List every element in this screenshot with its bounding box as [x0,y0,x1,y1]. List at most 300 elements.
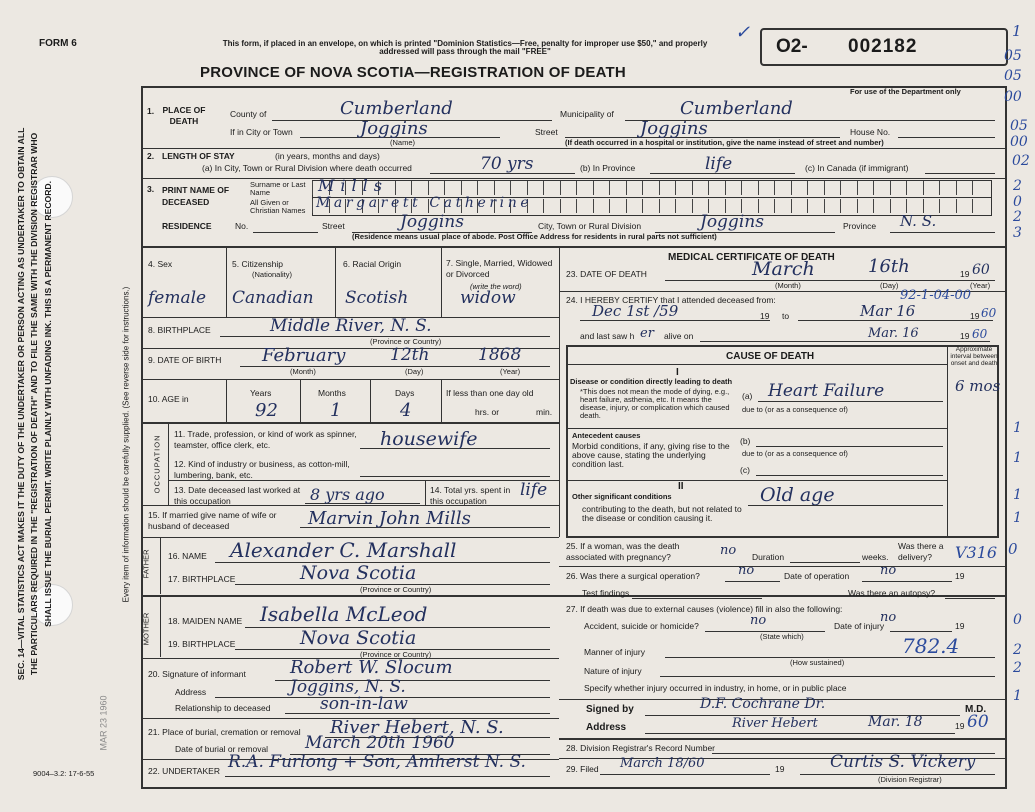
injury-date-label: Date of injury [834,621,885,631]
name-grid-cell [477,181,494,195]
findings-line [632,598,762,599]
informant-rel-value: son-in-law [320,694,408,714]
injury-date-value: no [880,610,897,625]
name-grid-cell [626,199,643,213]
last-saw-year-prefix: 19 [960,331,970,341]
weeks-label: weeks. [862,552,889,562]
print-code: 9004–3.2: 17-6-55 [33,769,95,778]
stay-b-label: (b) In Province [580,163,636,173]
municipality-label: Municipality of [560,109,614,119]
name-grid-cell [692,181,709,195]
address-label: Address [586,722,627,733]
residence-city-label: City, Town or Rural Division [538,221,642,231]
from-value: Dec 1st /59 [592,302,679,320]
mother-bp-sub: (Province or Country) [360,650,432,659]
signed-label: Signed by [586,704,634,715]
name-grid-cell [444,181,461,195]
name-grid-cell [708,199,725,213]
record-label: 28. Division Registrar's Record Number [566,743,716,753]
right-digit-5: 0 [1013,612,1022,628]
name-grid-cell [411,181,428,195]
residence-label: RESIDENCE [162,221,212,231]
residence-city-value: Joggins [700,212,764,232]
name-grid-cell [576,181,593,195]
last-saw-line [700,341,990,342]
citizenship-label: 5. Citizenship [232,259,284,269]
name-grid-cell [774,199,791,213]
col-4-5 [226,247,227,317]
residence-province-line [890,232,995,233]
father-name-label: 16. NAME [168,551,207,561]
row-12-divider [168,480,559,481]
age-years-value: 92 [255,400,278,421]
birthplace-sub: (Province or Country) [370,337,442,346]
side-stamp: MAR 23 1960 [98,695,109,751]
to-line [798,320,993,321]
filed-label: 29. Filed [566,764,599,774]
antecedent-note: Morbid conditions, if any, giving rise to the above cause, stating the underlying condition last. [572,441,730,469]
surname-label: Surname or Last Name [250,180,306,197]
margin-code-10: 2 [1013,209,1022,225]
county-value: Cumberland [340,98,453,119]
name-grid-cell [956,199,973,213]
name-grid-cell [807,199,824,213]
name-grid-cell [642,199,659,213]
father-side: FATHER [141,549,151,579]
mother-bp-value: Nova Scotia [300,627,417,649]
last-worked-label: 13. Date deceased last worked at this occupation [174,485,301,506]
age-days-value: 4 [400,400,412,421]
roman-2: II [678,481,684,492]
delivery-label: Was there a delivery? [898,541,944,562]
address-line [645,733,955,734]
mother-bp-label: 19. BIRTHPLACE [168,639,236,649]
informant-addr-value: Joggins, N. S. [290,677,406,697]
name-grid-cell [659,199,676,213]
hospital-note: (If death occurred in a hospital or institution, give the name instead of street and number) [565,138,884,147]
name-label: PRINT NAME OF DECEASED [162,185,230,207]
stay-num: 2. [147,151,155,161]
registrar-value: Curtis S. Vickery [830,752,976,772]
dob-day: 12th [390,345,430,365]
to-label: to [782,311,790,321]
other-label: Other significant conditions [572,492,672,501]
row-14-divider [143,505,559,506]
stay-c-label: (c) In Canada (if immigrant) [805,163,909,173]
industry-label: 12. Kind of industry or business, as cotton-mill, lumbering, bank, etc. [174,459,350,480]
section1-divider [143,148,1005,149]
name-grid-cell [774,181,791,195]
name-grid-cell [939,199,956,213]
margin-code-3: 05 [1004,68,1022,84]
name-grid-cell [906,199,923,213]
q26-value: no [738,563,755,578]
residence-street-value: Joggins [400,212,464,232]
sex-label: 4. Sex [148,259,173,269]
name-grid-cell [593,199,610,213]
a-line [758,401,943,402]
name-grid-cell [972,199,989,213]
side-notice-2: Every item of information should be carefully supplied. (See reverse side for instructions.) [121,286,131,603]
row-10-divider [143,422,559,424]
margin-code-1: 1 [1012,22,1022,40]
name-grid-cell [642,181,659,195]
accident-value: no [750,613,767,628]
dob-year: 1868 [478,345,522,365]
residence-province-value: N. S. [900,212,937,230]
name-grid-cell [543,181,560,195]
name-grid-cell [972,181,989,195]
occupation-side-line [168,423,169,505]
residence-note: (Residence means usual place of abode. Post Office Address for residents in rural parts not sufficient) [352,232,717,241]
burial-date-value: March 20th 1960 [305,733,455,753]
interval-col [947,346,948,536]
name-grid-cell [725,181,742,195]
informant-sig-label: 20. Signature of informant [148,669,246,679]
total-value: life [520,480,548,500]
age-col-1 [226,380,227,422]
last-saw-label: and last saw h [580,331,635,341]
col-6-7 [441,247,442,317]
specify-label: Specify whether injury occurred in industry, in home, or in public place [584,683,847,693]
cause-ii-divider [567,480,947,481]
stay-a-value: 70 yrs [480,154,534,174]
father-bp-label: 17. BIRTHPLACE [168,574,236,584]
name-grid-cell [857,199,874,213]
name-grid-cell [560,199,577,213]
dod-month: March [752,258,815,280]
age-hrs-label: hrs. or [475,407,500,417]
name-grid-cell [675,199,692,213]
other-value: Old age [760,484,835,506]
dod-line [665,280,995,281]
street-label: Street [535,127,558,137]
citizenship-sub: (Nationality) [252,270,293,279]
stay-sub: (in years, months and days) [275,151,380,161]
father-bp-sub: (Province or Country) [360,585,432,594]
margin-code-5: 05 [1010,118,1028,134]
city-value: Joggins [360,118,428,139]
name-grid-cell [873,181,890,195]
burial-date-label: Date of burial or removal [175,744,269,754]
name-grid-cell [890,199,907,213]
name-grid-cell [857,181,874,195]
margin-code-2: 05 [1004,48,1022,64]
city-sub: (Name) [390,138,416,147]
margin-code-7: 02 [1012,153,1030,169]
dod-month-sub: (Month) [775,281,801,290]
alive-label: alive on [664,331,694,341]
racial-value: Scotish [345,288,409,308]
signed-date-value: Mar. 18 [868,714,923,730]
name-grid-cell [659,181,676,195]
col-13-14 [425,480,426,505]
county-label: County of [230,109,267,119]
certify-label: 24. I HEREBY CERTIFY that I attended deceased from: [566,295,776,305]
house-line [898,137,995,138]
stay-c-line [925,173,995,174]
mother-name-label: 18. MAIDEN NAME [168,616,243,626]
name-grid-cell [543,199,560,213]
q25-answer: no [720,543,737,558]
margin-code-8: 2 [1013,178,1022,194]
right-digit-7: 2 [1013,660,1022,676]
margin-code-4: 00 [1004,89,1022,105]
disease-label: Disease or condition directly leading to death [570,377,733,386]
informant-rel-label: Relationship to deceased [175,703,271,713]
name-grid-cell [890,181,907,195]
name-grid-cell [906,181,923,195]
dob-label: 9. DATE OF BIRTH [148,355,222,365]
name-grid-cell [494,181,511,195]
state-sub: (State which) [760,632,804,641]
accident-label: Accident, suicide or homicide? [584,621,699,631]
marital-sub: (write the word) [470,282,522,291]
signed-year-prefix: 19 [955,721,965,731]
department-use-label: For use of the Department only [850,87,961,96]
age-col-4 [441,380,442,422]
birthplace-value: Middle River, N. S. [270,316,432,336]
total-label: 14. Total yrs. spent in this occupation [430,485,511,506]
right-digit-8: 1 [1013,688,1022,704]
name-grid-cell [791,181,808,195]
to-value: Mar 16 [860,302,916,320]
section2-divider [143,178,1005,179]
mother-side-line [160,597,161,657]
name-grid-cell [461,181,478,195]
b-label: (b) [740,436,751,446]
name-grid-cell [560,181,577,195]
age-months-value: 1 [330,400,342,421]
mother-name-value: Isabella McLeod [260,602,428,626]
md-label: M.D. [965,704,987,715]
row-25-divider [559,566,1005,567]
autopsy-line [945,598,995,599]
name-grid-cell [741,199,758,213]
due-label-b: due to (or as a consequence of) [742,449,848,458]
residence-no-line [253,232,318,233]
duration-line [790,562,860,563]
informant-addr-label: Address [175,687,207,697]
due-label-a: due to (or as a consequence of) [742,405,848,414]
name-grid-cell [708,181,725,195]
marital-value: widow [460,288,516,308]
racial-label: 6. Racial Origin [343,259,402,269]
burial-place-label: 21. Place of burial, cremation or removal [148,727,301,737]
op-date-value: no [880,563,897,578]
margin-code-9: 0 [1013,194,1022,210]
age-lt-label: If less than one day old [446,388,534,398]
city-label: If in City or Town [230,127,293,137]
injury-year-prefix: 19 [955,621,965,631]
dod-label: 23. DATE OF DEATH [566,269,647,279]
right-digit-6: 2 [1013,642,1022,658]
age-days-label: Days [395,388,415,398]
right-digit-2: 1 [1013,450,1022,466]
dod-year-prefix: 19 [960,269,970,279]
cause-i-divider [567,428,947,429]
autopsy-label: Was there an autopsy? [848,588,936,598]
surname-value: Mills [318,176,388,195]
age-label: 10. AGE in [148,394,189,404]
father-name-value: Alexander C. Marshall [230,538,457,562]
c-line [756,475,943,476]
age-col-2 [300,380,301,422]
cause-header-line [567,364,947,365]
op-year-prefix: 19 [955,571,965,581]
manner-code: 782.4 [902,634,960,658]
name-grid-cell [576,199,593,213]
form-title: PROVINCE OF NOVA SCOTIA—REGISTRATION OF DEATH [200,64,626,81]
name-grid-cell [626,181,643,195]
name-grid-cell [824,199,841,213]
from-year-prefix: 19 [760,311,770,321]
antecedent-label: Antecedent causes [572,431,641,440]
sex-value: female [148,288,207,308]
margin-code-11: 3 [1013,225,1022,241]
margin-code-6: 00 [1010,134,1028,150]
stay-b-value: life [705,154,733,174]
dob-month: February [262,345,346,366]
filed-line [600,774,770,775]
registration-prefix: O2- [776,36,808,57]
trade-value: housewife [380,428,478,450]
injury-date-line [890,631,952,632]
burial-place-value: River Hebert, N. S. [330,717,504,738]
name-grid-cell [807,181,824,195]
name-grid-cell [758,181,775,195]
municipality-value: Cumberland [680,98,793,119]
medical-header: MEDICAL CERTIFICATE OF DEATH [668,252,835,263]
op-date-line [862,581,952,582]
q26-line [725,581,780,582]
name-grid-cell [873,199,890,213]
place-num: 1. [147,106,155,116]
registration-number: 002182 [848,36,918,57]
undertaker-value: R.A. Furlong + Son, Amherst N. S. [228,752,526,772]
name-num: 3. [147,184,155,194]
registrar-sub: (Division Registrar) [878,775,942,784]
residence-province-label: Province [843,221,877,231]
name-grid-cell [741,181,758,195]
age-years-label: Years [250,388,272,398]
name-grid-cell [824,181,841,195]
name-grid-cell [428,181,445,195]
q25-label: 25. If a woman, was the death associated with pregnancy? [566,541,680,562]
interval-header: Approximate interval between onset and death [950,346,998,367]
marital-label: 7. Single, Married, Widowed or Divorced [446,258,553,279]
residence-divider [143,246,1005,248]
age-min-label: min. [536,407,553,417]
undertaker-label: 22. UNDERTAKER [148,766,220,776]
side-notice: SEC. 14—VITAL STATISTICS ACT MAKES IT THE DUTY OF THE UNDERTAKER OR PERSON ACTING AS UNDERTAKER TO OBTAIN ALL THE PARTICULARS REQUIRED IN THE "REGISTRATION OF DEATH" AND TO FILE THE SAME WITH THE DIVISION REGISTRAR WHO SHALL ISSUE THE BURIAL PERMIT. WRITE PLAINLY WITH UNFADING INK. THIS IS A PERMANENT RECORD. [16,127,53,681]
dob-year-sub: (Year) [500,367,521,376]
q26-label: 26. Was there a surgical operation? [566,571,700,581]
dod-year: 60 [972,262,990,278]
name-grid-cell [609,181,626,195]
house-label: House No. [850,127,891,137]
occupation-side: OCCUPATION [152,434,162,494]
name-grid-cell [593,181,610,195]
place-label: PLACE OF DEATH [162,105,206,126]
interval-a-value: 6 mos [955,377,1001,395]
citizenship-value: Canadian [232,288,314,308]
form-number: FORM 6 [39,38,77,49]
right-digit-4: 1 [1013,510,1022,526]
right-digit-3: 1 [1013,487,1022,503]
signed-divider [559,738,1005,740]
father-bp-value: Nova Scotia [300,562,417,584]
spouse-label: 15. If married give name of wife or husband of deceased [148,510,277,531]
manner-label: Manner of injury [584,647,645,657]
name-grid-cell [923,181,940,195]
certify-code: 92-1-04-00 [900,288,972,303]
op-date-label: Date of operation [784,571,850,581]
stay-a-label: (a) In City, Town or Rural Division where death occurred [202,163,412,173]
signed-year: 60 [967,712,989,732]
name-grid-cell [510,181,527,195]
nature-line [660,676,995,677]
residence-street-label: Street [322,221,345,231]
given-label: All Given or Christian Names [250,198,306,215]
nature-label: Nature of injury [584,666,642,676]
name-grid-cell [840,199,857,213]
filed-year-prefix: 19 [775,764,785,774]
from-line [580,320,770,321]
spouse-value: Marvin John Mills [308,508,471,529]
dob-month-sub: (Month) [290,367,316,376]
name-grid-cell [527,181,544,195]
col-5-6 [335,247,336,317]
name-grid-cell [675,181,692,195]
name-grid-cell [725,199,742,213]
row-9-divider [143,379,559,380]
name-grid-cell [791,199,808,213]
name-grid-cell [840,181,857,195]
c-label: (c) [740,465,750,475]
q25-margin-code: 0 [1008,540,1018,558]
last-saw-mid: er [640,326,654,341]
age-months-label: Months [318,388,346,398]
q27-label: 27. If death was due to external causes (violence) fill in also the following: [566,604,843,614]
mother-side: MOTHER [141,612,151,646]
right-digit-1: 1 [1013,420,1022,436]
b-line [756,446,943,447]
signed-value: D.F. Cochrane Dr. [700,696,826,712]
to-year: 60 [981,306,997,320]
dod-year-sub: (Year) [970,281,991,290]
residence-no-label: No. [235,221,249,231]
undertaker-line [225,776,550,777]
name-grid-cell [923,199,940,213]
surname-cells [312,181,989,195]
findings-label: Test findings [582,588,630,598]
last-saw-value: Mar. 16 [868,326,919,341]
name-grid-cell [609,199,626,213]
father-side-line [160,538,161,594]
address-value: River Hebert [732,716,818,731]
check-mark: ✓ [735,22,751,43]
street-value: Joggins [640,118,708,139]
last-saw-year: 60 [972,327,988,341]
filed-value: March 18/60 [620,756,705,771]
cause-header: CAUSE OF DEATH [726,351,815,362]
given-value: Margarett Catherine [316,195,533,211]
name-grid-cell [692,199,709,213]
dod-day-sub: (Day) [880,281,899,290]
delivery-code: V316 [955,543,998,562]
age-col-3 [370,380,371,422]
